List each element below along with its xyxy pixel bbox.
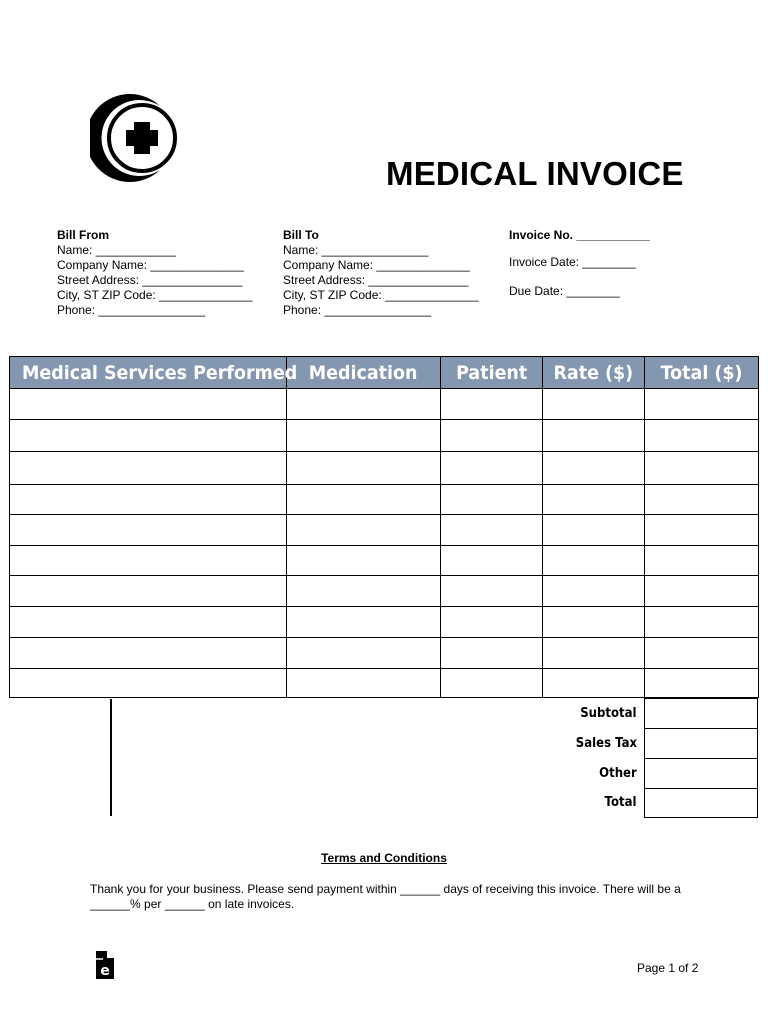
medication-cell[interactable] bbox=[287, 546, 441, 576]
service-cell[interactable] bbox=[10, 389, 287, 420]
table-row bbox=[10, 389, 759, 420]
bill-from-street-field[interactable]: Street Address: _______________ bbox=[57, 273, 243, 287]
total-label: Total bbox=[605, 795, 637, 810]
total-cell[interactable] bbox=[645, 546, 759, 576]
totals-divider bbox=[110, 699, 112, 816]
terms-body: Thank you for your business. Please send payment within ______ days of receiving this invoice. There will be a ______% per ______ on late invoices. bbox=[90, 882, 681, 911]
bill-from-heading: Bill From bbox=[57, 228, 110, 242]
patient-cell[interactable] bbox=[441, 389, 543, 420]
column-header-services: Medical Services Performed bbox=[10, 357, 287, 389]
svg-text:e: e bbox=[100, 963, 110, 979]
patient-cell[interactable] bbox=[441, 607, 543, 638]
service-cell[interactable] bbox=[10, 515, 287, 546]
table-row bbox=[10, 576, 759, 607]
service-cell[interactable] bbox=[10, 420, 287, 452]
rate-cell[interactable] bbox=[543, 420, 645, 452]
invoice-number-field[interactable]: Invoice No. ___________ bbox=[509, 228, 650, 242]
services-table bbox=[9, 356, 759, 698]
table-row bbox=[10, 515, 759, 546]
service-cell[interactable] bbox=[10, 485, 287, 515]
other-label: Other bbox=[599, 766, 637, 781]
rate-cell[interactable] bbox=[543, 607, 645, 638]
total-cell[interactable] bbox=[645, 485, 759, 515]
due-date-field[interactable]: Due Date: ________ bbox=[509, 284, 620, 298]
column-header-rate: Rate ($) bbox=[543, 357, 645, 389]
patient-cell[interactable] bbox=[441, 485, 543, 515]
total-cell[interactable] bbox=[645, 576, 759, 607]
patient-cell[interactable] bbox=[441, 420, 543, 452]
patient-cell[interactable] bbox=[441, 576, 543, 607]
table-row bbox=[10, 485, 759, 515]
table-row bbox=[10, 638, 759, 669]
total-cell[interactable] bbox=[645, 420, 759, 452]
medication-cell[interactable] bbox=[287, 389, 441, 420]
rate-cell[interactable] bbox=[543, 638, 645, 669]
page-indicator: Page 1 of 2 bbox=[637, 961, 699, 975]
sales-tax-label: Sales Tax bbox=[575, 736, 637, 751]
invoice-title: MEDICAL INVOICE bbox=[386, 155, 684, 192]
bill-from-section bbox=[57, 228, 252, 318]
bill-from-city-field[interactable]: City, ST ZIP Code: ______________ bbox=[57, 288, 253, 302]
bill-from-name-field[interactable]: Name: ____________ bbox=[57, 243, 176, 257]
medication-cell[interactable] bbox=[287, 638, 441, 669]
patient-cell[interactable] bbox=[441, 515, 543, 546]
rate-cell[interactable] bbox=[543, 669, 645, 698]
medication-cell[interactable] bbox=[287, 576, 441, 607]
rate-cell[interactable] bbox=[543, 389, 645, 420]
service-cell[interactable] bbox=[10, 669, 287, 698]
medication-cell[interactable] bbox=[287, 607, 441, 638]
bill-to-street-field[interactable]: Street Address: _______________ bbox=[283, 273, 469, 287]
column-header-medication: Medication bbox=[287, 357, 441, 389]
invoice-date-field[interactable]: Invoice Date: ________ bbox=[509, 255, 636, 269]
medication-cell[interactable] bbox=[287, 452, 441, 485]
patient-cell[interactable] bbox=[441, 669, 543, 698]
table-row bbox=[10, 669, 759, 698]
terms-heading: Terms and Conditions bbox=[321, 851, 447, 865]
subtotal-field[interactable] bbox=[644, 698, 758, 729]
bill-to-city-field[interactable]: City, ST ZIP Code: ______________ bbox=[283, 288, 479, 302]
bill-to-heading: Bill To bbox=[283, 228, 319, 242]
total-cell[interactable] bbox=[645, 452, 759, 485]
medication-cell[interactable] bbox=[287, 669, 441, 698]
rate-cell[interactable] bbox=[543, 452, 645, 485]
other-field[interactable] bbox=[644, 758, 758, 789]
medication-cell[interactable] bbox=[287, 420, 441, 452]
bill-to-phone-field[interactable]: Phone: ________________ bbox=[283, 303, 432, 317]
sales-tax-field[interactable] bbox=[644, 728, 758, 759]
table-row bbox=[10, 607, 759, 638]
service-cell[interactable] bbox=[10, 452, 287, 485]
column-header-patient: Patient bbox=[441, 357, 543, 389]
table-row bbox=[10, 420, 759, 452]
eforms-logo-icon bbox=[94, 951, 114, 979]
service-cell[interactable] bbox=[10, 607, 287, 638]
patient-cell[interactable] bbox=[441, 452, 543, 485]
rate-cell[interactable] bbox=[543, 576, 645, 607]
service-cell[interactable] bbox=[10, 638, 287, 669]
service-cell[interactable] bbox=[10, 546, 287, 576]
rate-cell[interactable] bbox=[543, 515, 645, 546]
total-cell[interactable] bbox=[645, 607, 759, 638]
total-field[interactable] bbox=[644, 788, 758, 818]
subtotal-label: Subtotal bbox=[580, 706, 637, 721]
bill-to-name-field[interactable]: Name: ________________ bbox=[283, 243, 429, 257]
table-header-row bbox=[10, 357, 759, 389]
bill-to-company-field[interactable]: Company Name: ______________ bbox=[283, 258, 470, 272]
total-cell[interactable] bbox=[645, 638, 759, 669]
rate-cell[interactable] bbox=[543, 546, 645, 576]
medication-cell[interactable] bbox=[287, 485, 441, 515]
total-cell[interactable] bbox=[645, 389, 759, 420]
bill-from-company-field[interactable]: Company Name: ______________ bbox=[57, 258, 244, 272]
patient-cell[interactable] bbox=[441, 546, 543, 576]
table-row bbox=[10, 546, 759, 576]
column-header-total: Total ($) bbox=[645, 357, 759, 389]
total-cell[interactable] bbox=[645, 515, 759, 546]
total-cell[interactable] bbox=[645, 669, 759, 698]
invoice-info-section bbox=[509, 228, 650, 299]
medication-cell[interactable] bbox=[287, 515, 441, 546]
bill-to-section bbox=[283, 228, 478, 318]
rate-cell[interactable] bbox=[543, 485, 645, 515]
table-row bbox=[10, 452, 759, 485]
medical-cross-logo-icon bbox=[90, 92, 182, 184]
patient-cell[interactable] bbox=[441, 638, 543, 669]
bill-from-phone-field[interactable]: Phone: ________________ bbox=[57, 303, 206, 317]
service-cell[interactable] bbox=[10, 576, 287, 607]
